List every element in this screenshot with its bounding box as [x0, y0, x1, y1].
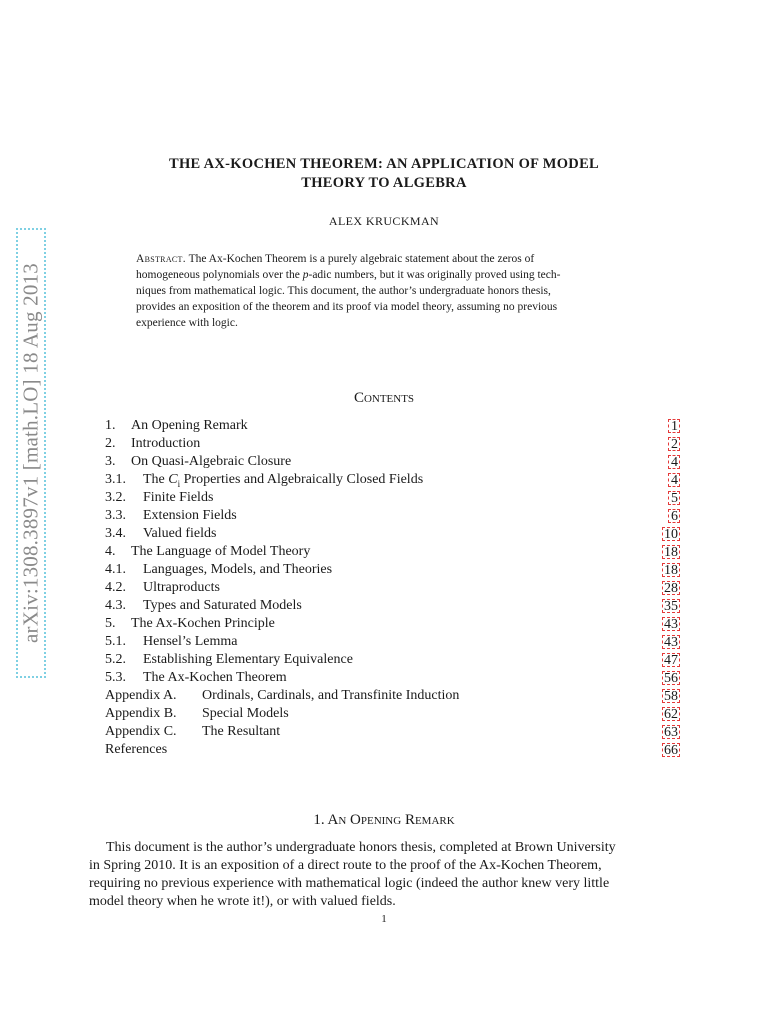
page-number: 1 — [381, 913, 387, 925]
toc-entry-number: References — [105, 742, 168, 757]
toc-entry-number: 4. — [105, 544, 116, 559]
body-paragraph — [89, 839, 679, 911]
toc-entry-title: Introduction — [131, 436, 201, 451]
toc-page-link[interactable]: 6 — [668, 509, 680, 523]
table-of-contents — [105, 417, 680, 759]
toc-entry[interactable] — [105, 579, 680, 597]
toc-entry-number: 4.1. — [105, 562, 126, 577]
toc-page-link[interactable]: 47 — [664, 653, 678, 668]
toc-entry-title: The Ax-Kochen Theorem — [143, 670, 287, 685]
toc-entry-title: The Resultant — [202, 724, 281, 739]
toc-entry-number: 4.2. — [105, 580, 126, 595]
toc-entry-title: The Language of Model Theory — [131, 544, 311, 559]
abstract-line-5: experience with logic. — [136, 317, 238, 329]
abstract-head: Abstract. — [136, 253, 186, 265]
toc-entry-number: 3.4. — [105, 526, 126, 541]
body-line: requiring no previous experience with mathematical logic (indeed the author knew very little — [89, 876, 610, 891]
toc-page-link[interactable]: 58 — [664, 689, 678, 704]
toc-entry-title: Special Models — [202, 706, 289, 721]
toc-entry-title: Extension Fields — [143, 508, 237, 523]
abstract-line-2: homogeneous polynomials over the p-adic numbers, but it was originally proved using tech- — [136, 269, 561, 281]
toc-page-link[interactable]: 66 — [664, 743, 678, 758]
toc-entry-number: 3. — [105, 454, 116, 469]
toc-entry-number: 5.3. — [105, 670, 126, 685]
toc-entry[interactable] — [105, 597, 680, 615]
toc-entry-number: 4.3. — [105, 598, 126, 613]
toc-entry[interactable] — [105, 525, 680, 543]
toc-entry-title: On Quasi-Algebraic Closure — [131, 454, 292, 469]
body-line: in Spring 2010. It is an exposition of a direct route to the proof of the Ax-Kochen Theorem, — [89, 858, 602, 873]
abstract — [136, 251, 634, 331]
toc-page-link[interactable]: 4 — [668, 473, 680, 487]
abstract-line-3: niques from mathematical logic. This document, the author’s undergraduate honors thesis, — [136, 285, 551, 297]
toc-entry-number: 5.2. — [105, 652, 126, 667]
abstract-line-4: provides an exposition of the theorem and its proof via model theory, assuming no previous — [136, 301, 558, 313]
toc-entry-number: Appendix B. — [105, 706, 177, 721]
toc-entry[interactable] — [105, 417, 680, 435]
toc-entry[interactable] — [105, 489, 680, 507]
arxiv-stamp[interactable] — [16, 228, 46, 678]
toc-entry-number: 1. — [105, 418, 116, 433]
toc-entry-title: The Ax-Kochen Principle — [131, 616, 275, 631]
toc-entry[interactable] — [105, 453, 680, 471]
toc-page-link[interactable]: 43 — [664, 635, 678, 650]
section-heading: 1. An Opening Remark — [313, 812, 455, 828]
toc-entry-title: An Opening Remark — [131, 418, 248, 433]
toc-page-link[interactable]: 18 — [664, 563, 678, 578]
toc-entry-title: Types and Saturated Models — [143, 598, 302, 613]
toc-entry[interactable] — [105, 507, 680, 525]
toc-entry[interactable] — [105, 471, 680, 489]
toc-page-link[interactable]: 56 — [664, 671, 678, 686]
toc-page-link[interactable]: 28 — [664, 581, 678, 596]
toc-entry[interactable] — [105, 741, 680, 759]
toc-entry[interactable] — [105, 723, 680, 741]
toc-entry-number: 2. — [105, 436, 116, 451]
toc-page-link[interactable]: 35 — [664, 599, 678, 614]
paper-title-line-2: THEORY TO ALGEBRA — [301, 175, 467, 191]
abstract-line-1: Abstract. The Ax-Kochen Theorem is a purely algebraic statement about the zeros of — [136, 253, 535, 265]
toc-page-link[interactable]: 63 — [664, 725, 678, 740]
body-line: model theory when he wrote it!), or with valued fields. — [89, 894, 396, 909]
toc-entry[interactable] — [105, 687, 680, 705]
toc-entry[interactable] — [105, 615, 680, 633]
toc-entry-number: 3.1. — [105, 472, 126, 487]
toc-entry-number: 5.1. — [105, 634, 126, 649]
toc-entry-number: 5. — [105, 616, 116, 631]
toc-entry[interactable] — [105, 435, 680, 453]
toc-page-link[interactable]: 43 — [664, 617, 678, 632]
toc-page-link[interactable]: 1 — [668, 419, 680, 433]
toc-entry[interactable] — [105, 543, 680, 561]
toc-entry[interactable] — [105, 651, 680, 669]
toc-entry[interactable] — [105, 705, 680, 723]
toc-entry-title: Ultraproducts — [143, 580, 220, 595]
contents-heading: Contents — [353, 390, 415, 406]
toc-entry-title: Establishing Elementary Equivalence — [143, 652, 353, 667]
toc-entry[interactable] — [105, 669, 680, 687]
arxiv-stamp-text: arXiv:1308.3897v1 [math.LO] 18 Aug 2013 — [18, 263, 43, 643]
paper-title — [110, 155, 658, 193]
toc-page-link[interactable]: 2 — [668, 437, 680, 451]
toc-page-link[interactable]: 10 — [664, 527, 678, 542]
toc-entry-number: 3.2. — [105, 490, 126, 505]
toc-entry-title: Finite Fields — [143, 490, 214, 505]
toc-page-link[interactable]: 62 — [664, 707, 678, 722]
toc-entry-title: Languages, Models, and Theories — [143, 562, 333, 577]
toc-entry-title: The $C_i$ Properties and Algebraically Closed Fields — [143, 472, 424, 489]
body-line: This document is the author’s undergraduate honors thesis, completed at Brown University — [106, 840, 616, 855]
toc-entry-number: Appendix A. — [105, 688, 177, 703]
toc-entry[interactable] — [105, 561, 680, 579]
toc-entry[interactable] — [105, 633, 680, 651]
paper-title-line-1: THE AX-KOCHEN THEOREM: AN APPLICATION OF MODEL — [168, 156, 600, 172]
toc-entry-number: Appendix C. — [105, 724, 177, 739]
toc-page-link[interactable]: 5 — [668, 491, 680, 505]
toc-entry-title: Ordinals, Cardinals, and Transfinite Induction — [202, 688, 460, 703]
toc-page-link[interactable]: 18 — [664, 545, 678, 560]
toc-page-link[interactable]: 4 — [668, 455, 680, 469]
toc-entry-title: Hensel’s Lemma — [143, 634, 238, 649]
toc-entry-title: Valued fields — [143, 526, 217, 541]
toc-entry-number: 3.3. — [105, 508, 126, 523]
author-name: ALEX KRUCKMAN — [328, 214, 440, 228]
